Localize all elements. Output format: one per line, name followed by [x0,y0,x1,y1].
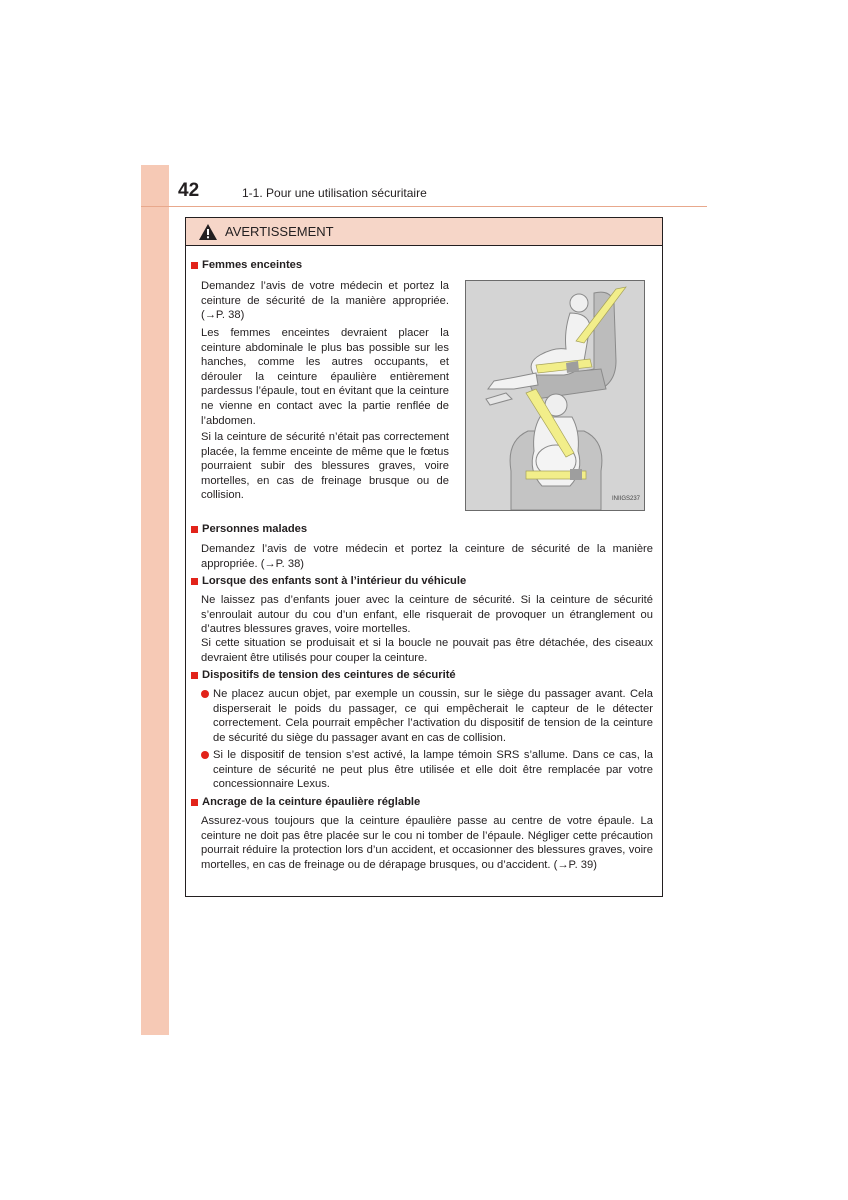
paragraph: Assurez-vous toujours que la ceinture épaulière passe au centre de votre épaule. La ceinture ne doit pas être placée sur le cou ni tomber de l’épaule. Négliger cette précaution pourrait réduire la protection lors d’un accident, et occasionner des blessures graves, voire mortelles, en cas de freinage ou de dérapage brusques, ou d’accident. (→P. 39) [201,815,653,871]
red-square-marker [191,262,198,269]
warning-title: AVERTISSEMENT [225,224,334,239]
figure-id: INIIGS237 [611,496,640,503]
section-heading-pretensioners: Dispositifs de tension des ceintures de sécurité [191,668,456,683]
section-heading-shoulder-anchor: Ancrage de la ceinture épaulière réglable [191,795,420,810]
red-square-marker [191,526,198,533]
chapter-side-band [141,165,169,1035]
warning-box [185,217,663,897]
paragraph: Si cette situation se produisait et si la boucle ne pouvait pas être détachée, des ciseaux devraient être utilisés pour couper la ceinture. [201,637,653,664]
paragraph: Les femmes enceintes devraient placer la ceinture abdominale le plus bas possible sur les hanches, comme les autres occupants, et dérouler la ceinture épaulière entièrement pardessus l’épaule, tout en évitant que la ceinture ne vienne en contact avec la partie renflée de l’abdomen. [201,327,449,427]
red-square-marker [191,578,198,585]
page-number: 42 [178,180,200,201]
section-heading-children: Lorsque des enfants sont à l’intérieur du véhicule [191,574,466,589]
section-title: 1-1. Pour une utilisation sécuritaire [242,186,427,200]
red-square-marker [191,799,198,806]
warning-header [186,218,662,246]
paragraph: Demandez l’avis de votre médecin et portez la ceinture de sécurité de la manière appropriée. (→P. 38) [201,280,449,322]
red-square-marker [191,672,198,679]
red-bullet-marker [201,751,209,759]
section-heading-pregnant-women: Femmes enceintes [191,258,302,273]
pregnant-seatbelt-illustration [465,280,645,511]
paragraph: Demandez l’avis de votre médecin et portez la ceinture de sécurité de la manière appropriée. (→P. 38) [201,543,653,570]
list-item: Si le dispositif de tension s’est activé, la lampe témoin SRS s’allume. Dans ce cas, la ceinture de sécurité ne peut plus être utilisée et elle doit être remplacée par votre concessionnaire Lexus. [201,748,653,792]
list-item: Ne placez aucun objet, par exemple un coussin, sur le siège du passager avant. Cela disperserait le poids du passager, ce qui empêcherait le capteur de le détecter correctement. Cela pourrait empêcher l’activation du dispositif de tension de la ceinture de sécurité du siège du passager avant en cas de collision. [201,687,653,745]
section-heading-sick-persons: Personnes malades [191,522,307,537]
seatbelt-diagram [466,281,644,510]
paragraph: Si la ceinture de sécurité n’était pas correctement placée, la femme enceinte de même que le fœtus pourraient subir des blessures graves, voire mortelles, en cas de freinage brusque ou de collision. [201,431,449,502]
warning-content [186,245,662,896]
paragraph: Ne laissez pas d’enfants jouer avec la ceinture de sécurité. Si la ceinture de sécurité s’enroulait autour du cou d’un enfant, elle risquerait de provoquer un étranglement ou d’autres blessures graves, voire mortelles. [201,594,653,636]
warning-triangle-icon [198,223,218,241]
red-bullet-marker [201,690,209,698]
header-rule [141,206,707,207]
